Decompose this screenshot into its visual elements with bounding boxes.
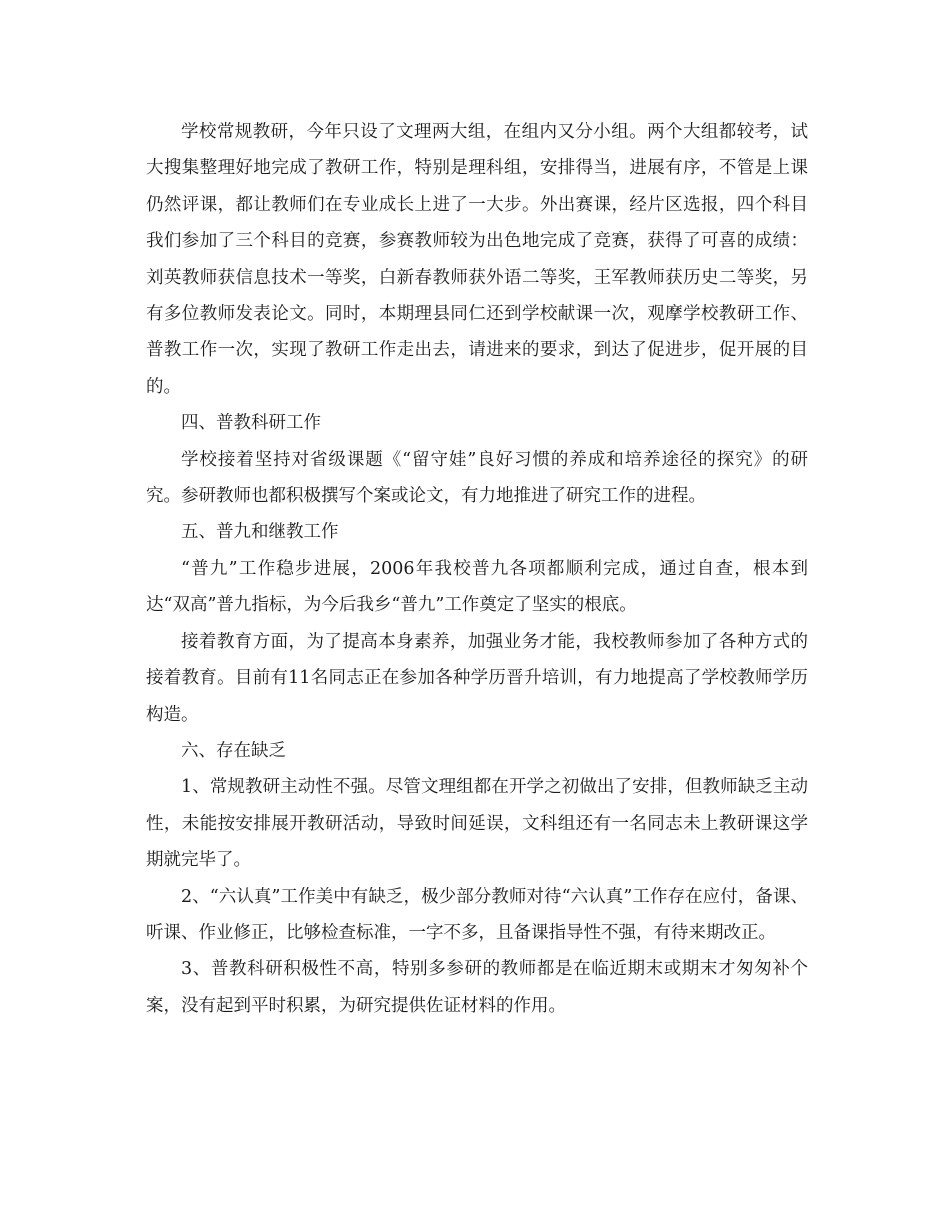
paragraph-shortcoming-2: 2、“六认真”工作美中有缺乏，极少部分教师对待“六认真”工作存在应付，备课、听课、作业修正，比够检查标准，一字不多，且备课指导性不强，有待来期改正。 [146,886,808,943]
document-body [146,114,808,1024]
paragraph-teaching-research: 学校常规教研，今年只设了文理两大组，在组内又分小组。两个大组都较考，试大搜集整理好地完成了教研工作，特别是理科组，安排得当，进展有序，不管是上课仍然评课，都让教师们在专业成长上进了一大步。外出赛课，经片区选报，四个科目我们参加了三个科目的竞赛，参赛教师较为出色地完成了竞赛，获得了可喜的成绩：刘英教师获信息技术一等奖，白新春教师获外语二等奖，王军教师获历史二等奖，另有多位教师发表论文。同时，本期理县同仁还到学校献课一次，观摩学校教研工作、普教工作一次，实现了教研工作走出去，请进来的要求，到达了促进步，促开展的目的。 [146,122,808,397]
paragraph-continuing-education: 接着教育方面，为了提高本身素养，加强业务才能，我校教师参加了各种方式的接着教育。目前有11名同志正在参加各种学历晋升培训，有力地提高了学校教师学历构造。 [146,631,808,725]
paragraph-shortcoming-3: 3、普教科研积极性不高，特别多参研的教师都是在临近期末或期末才匆匆补个案，没有起到平时积累，为研究提供佐证材料的作用。 [146,959,808,1016]
paragraph-compulsory-education: “普九”工作稳步进展，2006年我校普九各项都顺利完成，通过自查，根本到达“双高”普九指标，为今后我乡“普九”工作奠定了坚实的根底。 [146,558,808,616]
heading-section-five: 五、普九和继教工作 [181,522,339,543]
paragraph-provincial-project: 学校接着坚持对省级课题《“留守娃”良好习惯的养成和培养途径的探究》的研究。参研教师也都积极撰写个案或论文，有力地推进了研究工作的进程。 [146,449,808,507]
heading-section-six: 六、存在缺乏 [181,740,286,761]
heading-section-four: 四、普教科研工作 [181,413,321,434]
paragraph-shortcoming-1: 1、常规教研主动性不强。尽管文理组都在开学之初做出了安排，但教师缺乏主动性，未能按安排展开教研活动，导致时间延误，文科组还有一名同志未上教研课这学期就完毕了。 [146,777,808,871]
